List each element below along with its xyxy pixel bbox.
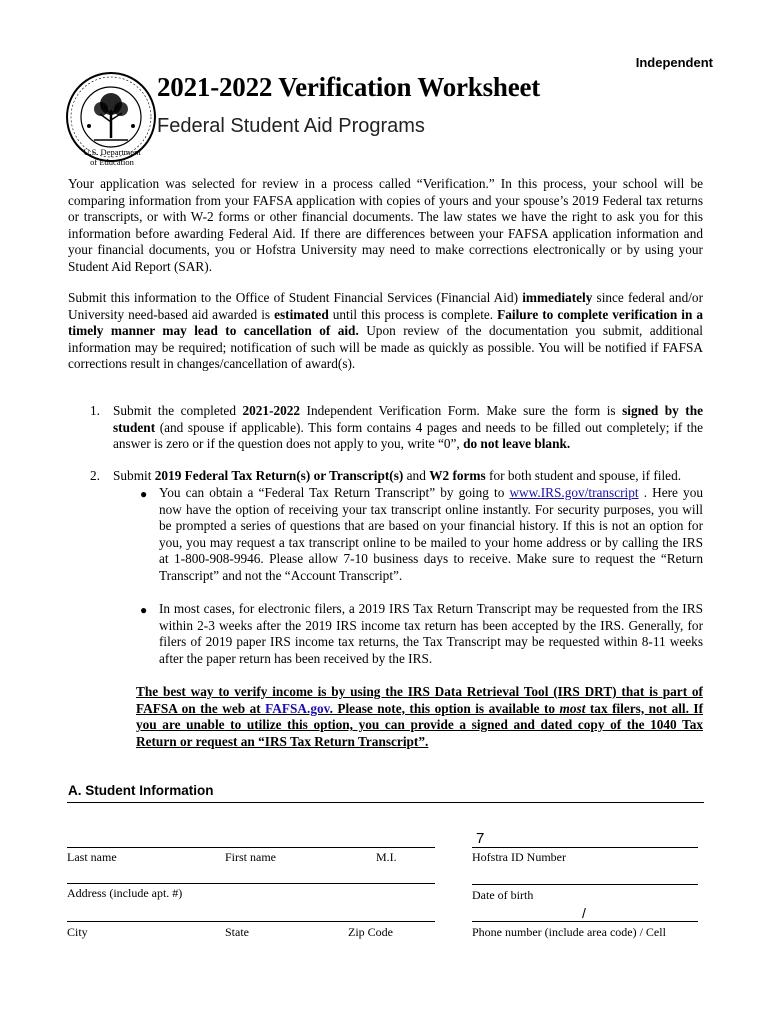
step-1-number: 1. xyxy=(90,403,100,418)
phone-field[interactable] xyxy=(472,921,698,922)
dob-field[interactable] xyxy=(472,884,698,885)
step-1-text: Submit the completed 2021-2022 Independent Verification Form. Make sure the form is signed by the student (and spouse if applicable). This form contains 4 pages and needs to be filled out completely; if the answer is zero or if the question does not apply to you, write “0”, do not leave blank. xyxy=(113,403,703,451)
hofstra-id-value: 7 xyxy=(476,830,485,847)
intro-paragraph: Your application was selected for review in a process called “Verification.” In this process, your school will be comparing information from your FAFSA application with copies of yours and your spouse’s 2019 Federal tax returns or transcripts, or with W-2 forms or other financial documents. The law states we have the right to ask you for this information before awarding Federal Aid. If there are differences between your FAFSA application information and your financial documents, you or Hofstra University may need to make corrections electronically or by using your Student Aid Report (SAR). xyxy=(68,176,703,274)
step-2-text: Submit 2019 Federal Tax Return(s) or Transcript(s) and W2 forms for both student and spouse, if filed. xyxy=(113,468,682,483)
irs-transcript-link[interactable]: www.IRS.gov/transcript xyxy=(509,485,639,500)
submission-paragraph: Submit this information to the Office of Student Financial Services (Financial Aid) immediately since federal and/or University need-based aid awarded is estimated until this process is complete. Failure to complete verification in a timely manner may lead to cancellation of aid. Upon review of the documentation you submit, additional information may be required; notification of such will be made as quickly as possible. You will be notified if FAFSA corrections result in changes/cancellation of award(s). xyxy=(68,290,703,371)
phone-label: Phone number (include area code) / Cell xyxy=(472,925,666,939)
name-line[interactable] xyxy=(67,847,435,848)
irs-drt-notice: The best way to verify income is by using the IRS Data Retrieval Tool (IRS DRT) that is part of FAFSA on the web at FAFSA.gov. Please note, this option is available to most tax filers, not all. If you are unable to utilize this option, you can provide a signed and dated copy of the 1040 Tax Return or request an “IRS Tax Return Transcript”. xyxy=(136,684,703,749)
bullet-icon: ● xyxy=(140,487,148,501)
page-title: 2021-2022 Verification Worksheet xyxy=(157,72,541,102)
state-label: State xyxy=(225,925,249,939)
dob-label: Date of birth xyxy=(472,888,534,902)
bullet-electronic-filers-text: In most cases, for electronic filers, a 2019 IRS Tax Return Transcript may be requested from the IRS within 2-3 weeks after the 2019 IRS income tax return has been accepted by the IRS. Generally, for filers of 2019 paper IRS income tax returns, the Tax Transcript may be requested within 8-11 weeks after the paper return has been received by the IRS. xyxy=(159,601,703,666)
form-type-badge: Independent xyxy=(635,55,713,70)
bullet-transcript-text: You can obtain a “Federal Tax Return Transcript” by going to www.IRS.gov/transcript . Here you now have the option of receiving your tax transcript online instantly. For security purposes, you will be prompted a series of questions that are based on your financial history. If this is not an option for you, you may request a tax transcript online to be mailed to your home address or by calling the IRS at 1-800-908-9946. Please allow 7-10 business days to receive. Make sure to request the “Return Transcript” and not the “Account Transcript”. xyxy=(159,485,703,583)
first-name-label: First name xyxy=(225,850,276,864)
last-name-label: Last name xyxy=(67,850,117,864)
phone-separator: / xyxy=(582,905,586,921)
zip-label: Zip Code xyxy=(348,925,393,939)
city-label: City xyxy=(67,925,88,939)
hofstra-id-field[interactable] xyxy=(472,847,698,848)
mi-label: M.I. xyxy=(376,850,397,864)
bullet-icon: ● xyxy=(140,603,148,617)
step-2-number: 2. xyxy=(90,468,100,483)
address-label: Address (include apt. #) xyxy=(67,886,183,900)
hofstra-id-label: Hofstra ID Number xyxy=(472,850,566,864)
section-a-heading: A. Student Information xyxy=(68,783,214,798)
fafsa-link[interactable]: FAFSA.gov xyxy=(265,700,330,716)
city-state-zip-line[interactable] xyxy=(67,921,435,922)
address-field[interactable] xyxy=(67,883,435,884)
department-caption: U.S. Department of Education xyxy=(83,147,141,167)
page-subtitle: Federal Student Aid Programs xyxy=(157,115,425,137)
section-divider xyxy=(67,802,704,803)
